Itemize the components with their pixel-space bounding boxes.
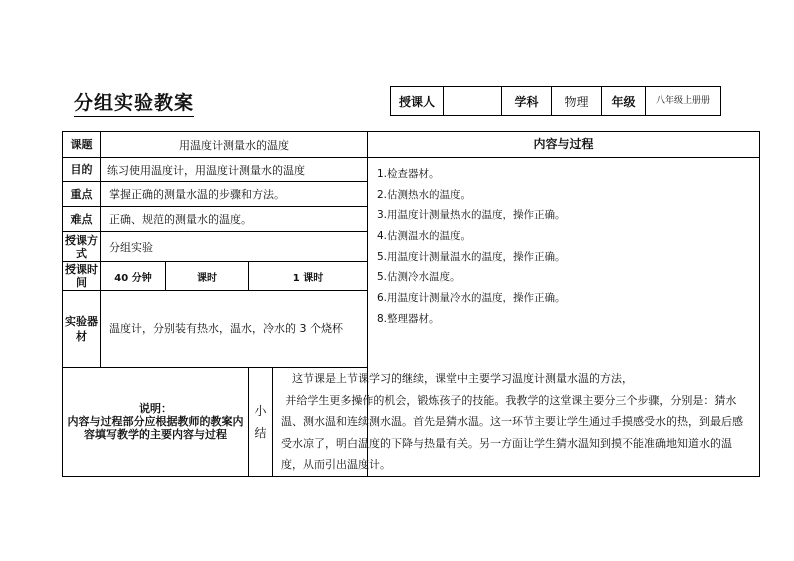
topic-value: 用温度计测量水的温度 (101, 132, 368, 158)
grade-value: 八年级上册册 (646, 87, 721, 116)
summary-line: 并给学生更多操作的机会，锻炼孩子的技能。我教学的这堂课主要分三个步骤，分别是：猜水温、测水温和连续测水温。首先是猜水温。这一环节主要让学生通过手摸感受水的热，到最后感受水凉了，明白温度的下降与热量有关。另一方面让学生猜水温知到摸不能准确地知道水的温度，从而引出温度计。 (281, 393, 743, 471)
equipment-value: 温度计，分别装有热水，温水，冷水的 3 个烧杯 (101, 291, 368, 368)
grade-label: 年级 (602, 87, 646, 116)
period-value: 1 课时 (249, 262, 368, 291)
step-item: 3.用温度计测量热水的温度，操作正确。 (377, 209, 566, 222)
summary-text (273, 368, 760, 477)
method-value: 分组实验 (101, 232, 368, 262)
teacher-label: 授课人 (391, 87, 444, 116)
summary-line: 这节课是上节课学习的继续，课堂中主要学习温度计测量水温的方法， (292, 372, 633, 385)
step-item: 4.估测温水的温度。 (377, 230, 472, 243)
note-title: 说明： (139, 402, 172, 416)
goal-label: 目的 (63, 158, 101, 182)
period-label: 课时 (166, 262, 249, 291)
goal-value: 练习使用温度计，用温度计测量水的温度 (101, 158, 368, 182)
method-label: 授课方式 (63, 232, 101, 262)
note-cell (63, 368, 249, 477)
teacher-value-field (444, 87, 502, 116)
document-title: 分组实验教案 (74, 88, 194, 117)
summary-label: 小结 (249, 368, 273, 477)
key-point-value: 掌握正确的测量水温的步骤和方法。 (101, 182, 368, 207)
header-info-table (390, 86, 721, 116)
step-item: 8.整理器材。 (377, 312, 440, 325)
difficulty-value: 正确、规范的测量水的温度。 (101, 207, 368, 232)
content-header: 内容与过程 (368, 132, 760, 158)
time-value: 40 分钟 (101, 262, 166, 291)
note-body: 内容与过程部分应根据教师的教案内容填写教学的主要内容与过程 (67, 415, 244, 442)
step-item: 2.估测热水的温度。 (377, 188, 472, 201)
subject-label: 学科 (502, 87, 552, 116)
equipment-label: 实验器材 (63, 291, 101, 368)
subject-value: 物理 (552, 87, 602, 116)
topic-label: 课题 (63, 132, 101, 158)
difficulty-label: 难点 (63, 207, 101, 232)
step-item: 1.检查器材。 (377, 168, 440, 180)
step-item: 5.估测冷水温度。 (377, 271, 461, 284)
time-label: 授课时间 (63, 262, 101, 291)
step-item: 5.用温度计测量温水的温度，操作正确。 (377, 250, 566, 263)
key-point-label: 重点 (63, 182, 101, 207)
step-item: 6.用温度计测量冷水的温度，操作正确。 (377, 292, 566, 305)
lesson-plan-table (62, 131, 760, 477)
